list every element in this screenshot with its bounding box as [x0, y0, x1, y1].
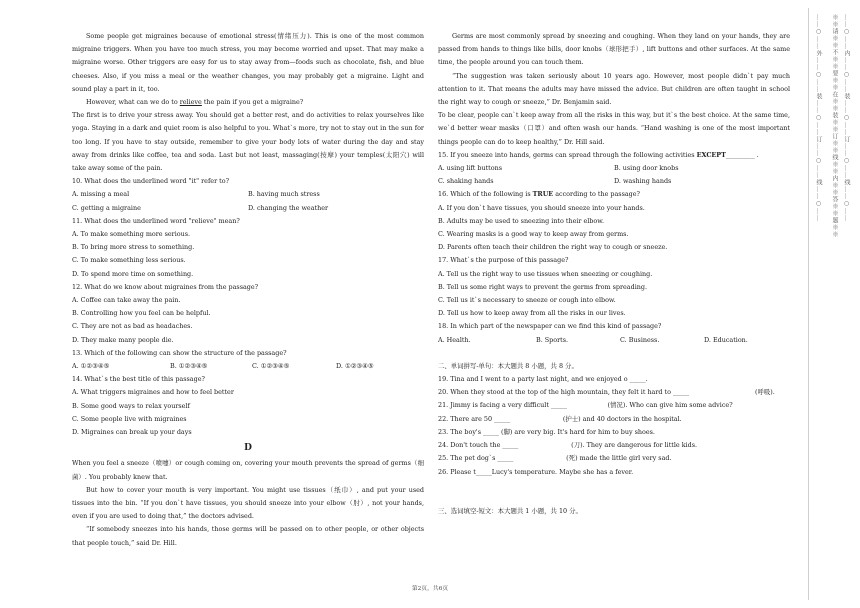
question-20: 20. When they stood at the top of the high mountain, they felt it hard to _____ (呼吸).: [438, 388, 775, 397]
question-17: 17. What`s the purpose of this passage?: [438, 256, 569, 265]
option[interactable]: D. Education.: [704, 335, 748, 344]
option[interactable]: B. Sports.: [536, 335, 569, 344]
option[interactable]: D. washing hands: [614, 177, 672, 186]
option[interactable]: B. ①②③④⑤: [170, 362, 208, 371]
section-3-heading: 三、选词填空-短文：本大题共 1 小题，共 10 分。: [438, 506, 582, 515]
option[interactable]: C. Wearing masks is a good way to keep away from germs.: [438, 230, 629, 239]
question-18-options: [438, 334, 790, 347]
question-25: 25. The pet dog`s _____ (死) made the little girl very sad.: [438, 454, 672, 463]
option[interactable]: D. Migraines can break up your days: [72, 428, 192, 437]
option[interactable]: C. They are not as bad as headaches.: [72, 322, 193, 331]
left-column: [72, 30, 424, 550]
option[interactable]: D. They make many people die.: [72, 335, 174, 344]
option[interactable]: C. getting a migraine: [72, 203, 141, 212]
option[interactable]: A. To make something more serious.: [72, 230, 191, 239]
option[interactable]: D. Tell us how to keep away from all the risks in our lives.: [438, 309, 626, 318]
gutter-outer-line: ……○……外……○……装……○……订……○……线……○……: [815, 14, 822, 222]
passage-c-paragraph-3: The first is to drive your stress away. You should get a better rest, and do activities to relax yourselves like yoga. Staying in a dark and quiet room is also helpful to you. What`s more, try not to stay out in the sun for too long. If you have to stay outside, remember to give your body lots of water during the day and stay away from drinks like coffee, tea and soda. Last but not least, massaging(按摩) your temples(太阳穴) will take away some of the pain.: [72, 111, 424, 173]
option[interactable]: C. Some people live with migraines: [72, 414, 187, 423]
question-10-options: [72, 188, 424, 201]
question-13-options: [72, 360, 424, 373]
question-15-options: [438, 175, 790, 188]
passage-d-paragraph-2: But how to cover your mouth is very important. You might use tissues（纸巾）, and put your used tissues into the bin. “If you don`t have tissues, you should sneeze into your elbow（肘）, not your hands, even if you are used to doing that,” the doctors advised.: [72, 485, 424, 521]
option[interactable]: A. Coffee can take away the pain.: [72, 296, 181, 305]
question-13: 13. Which of the following can show the structure of the passage?: [72, 348, 287, 357]
option[interactable]: B. Adults may be used to sneezing into their elbow.: [438, 216, 604, 225]
gutter-warning-text: ※※请※※不※※要※※在※※装※※订※※线※※内※※答※※题※※: [831, 14, 838, 238]
question-15-options: [438, 162, 790, 175]
option[interactable]: A. What triggers migraines and how to feel better: [72, 388, 234, 397]
option[interactable]: B. Some good ways to relax yourself: [72, 401, 190, 410]
passage-d-paragraph-6: To be clear, people can`t keep away from all the risks in this way, but it`s the best choice. At the same time, we`d better wear masks（口罩）and often wash our hands. “Hand washing is one of the most important things people can do to keep healthy,” Dr. Hill said.: [438, 111, 790, 146]
question-10-options: [72, 202, 424, 215]
option[interactable]: D. Parents often teach their children the right way to cough or sneeze.: [438, 243, 668, 252]
section-d-heading: D: [244, 443, 252, 454]
question-12: 12. What do we know about migraines from the passage?: [72, 282, 259, 291]
binding-gutter: [808, 8, 853, 600]
passage-d-paragraph-5: “The suggestion was taken seriously about 10 years ago. However, most people didn`t pay much attention to it. That means the adults may have missed the advice. But children are often taught in school the right way to cough or sneeze,” Dr. Benjamin said.: [438, 71, 790, 107]
option[interactable]: D. changing the weather: [248, 203, 329, 212]
option[interactable]: B. using door knobs: [614, 164, 679, 173]
right-column: [438, 30, 790, 518]
option[interactable]: A. missing a meal: [72, 190, 130, 199]
spacer: [438, 479, 790, 492]
option[interactable]: C. Business.: [620, 335, 660, 344]
option[interactable]: A. Health.: [438, 335, 471, 344]
passage-d-paragraph-1: When you feel a sneeze（喷嚏）or cough coming on, covering your mouth prevents the spread of germs（细菌）. You probably knew that.: [72, 459, 424, 481]
question-24: 24. Don't touch the _____ (刀). They are dangerous for little kids.: [438, 441, 698, 450]
spacer: [438, 347, 790, 360]
underlined-word-relieve: relieve: [179, 98, 202, 107]
option[interactable]: B. To bring more stress to something.: [72, 243, 195, 252]
question-15: 15. If you sneeze into hands, germs can spread through the following activities EXCEPT_________ .: [438, 150, 759, 159]
question-11: 11. What does the underlined word "relieve" mean?: [72, 216, 240, 225]
page-number: 第2页，共6页: [411, 586, 449, 592]
passage-c-paragraph-2: However, what can we do to relieve the pain if you get a migraine?: [86, 98, 304, 107]
section-2-heading: 二、单词拼写-单句：本大题共 8 小题，共 8 分。: [438, 361, 578, 370]
option[interactable]: B. Tell us some right ways to prevent the germs from spreading.: [438, 282, 647, 291]
option[interactable]: C. Tell us it`s necessary to sneeze or cough into elbow.: [438, 296, 616, 305]
option[interactable]: A. using lift buttons: [438, 164, 502, 173]
passage-c-paragraph-1: Some people get migraines because of emotional stress(情绪压力). This is one of the most common migraine triggers. When you have too much stress, you may become worried and upset. That may make a migraine worse. Other triggers are easy for us to stay away from—foods such as chocolate, fish, and blue cheeses. Also, if you miss a meal or the weather changes, you may probably get a migraine. Light and sound play a part in it, too.: [72, 32, 424, 93]
question-23: 23. The boy's _____ (脚) are very big. It's hard for him to buy shoes.: [438, 427, 655, 436]
question-26: 26. Please t_____Lucy's temperature. Maybe she has a fever.: [438, 467, 634, 476]
gutter-inner-line: ……○……内……○……装……○……订……○……线……○……: [843, 14, 850, 222]
option[interactable]: A. ①②③④⑤: [72, 362, 110, 371]
passage-d-paragraph-3: “If somebody sneezes into his hands, those germs will be passed on to other people, or other objects that people touch,” said Dr. Hill.: [72, 525, 424, 547]
question-21: 21. Jimmy is facing a very difficult _____ (情况). Who can give him some advice?: [438, 401, 733, 410]
option[interactable]: C. ①②③④⑤: [252, 362, 290, 371]
spacer: [438, 492, 790, 505]
question-14: 14. What`s the best title of this passage?: [72, 375, 205, 384]
question-16: 16. Which of the following is TRUE according to the passage?: [438, 190, 640, 199]
option[interactable]: C. To make something less serious.: [72, 256, 186, 265]
option[interactable]: C. shaking hands: [438, 177, 494, 186]
passage-d-paragraph-4: Germs are most commonly spread by sneezing and coughing. When they land on your hands, they are passed from hands to things like bills, door knobs（球形把手）, lift buttons and other surfaces. At the same time, the people around you can touch them.: [438, 32, 790, 67]
question-19: 19. Tina and I went to a party last night, and we enjoyed o _____.: [438, 375, 648, 384]
question-10: 10. What does the underlined word "it" refer to?: [72, 177, 230, 186]
option[interactable]: B. Controlling how you feel can be helpful.: [72, 309, 211, 318]
option[interactable]: A. If you don`t have tissues, you should sneeze into your hands.: [438, 203, 645, 212]
option[interactable]: D. ①②③④⑤: [336, 362, 374, 371]
option[interactable]: A. Tell us the right way to use tissues when sneezing or coughing.: [438, 269, 653, 278]
option[interactable]: B. having much stress: [248, 190, 320, 199]
question-22: 22. There are 50 _____ (护士) and 40 doctors in the hospital.: [438, 414, 682, 423]
question-18: 18. In which part of the newspaper can we find this kind of passage?: [438, 322, 662, 331]
option[interactable]: D. To spend more time on something.: [72, 269, 194, 278]
